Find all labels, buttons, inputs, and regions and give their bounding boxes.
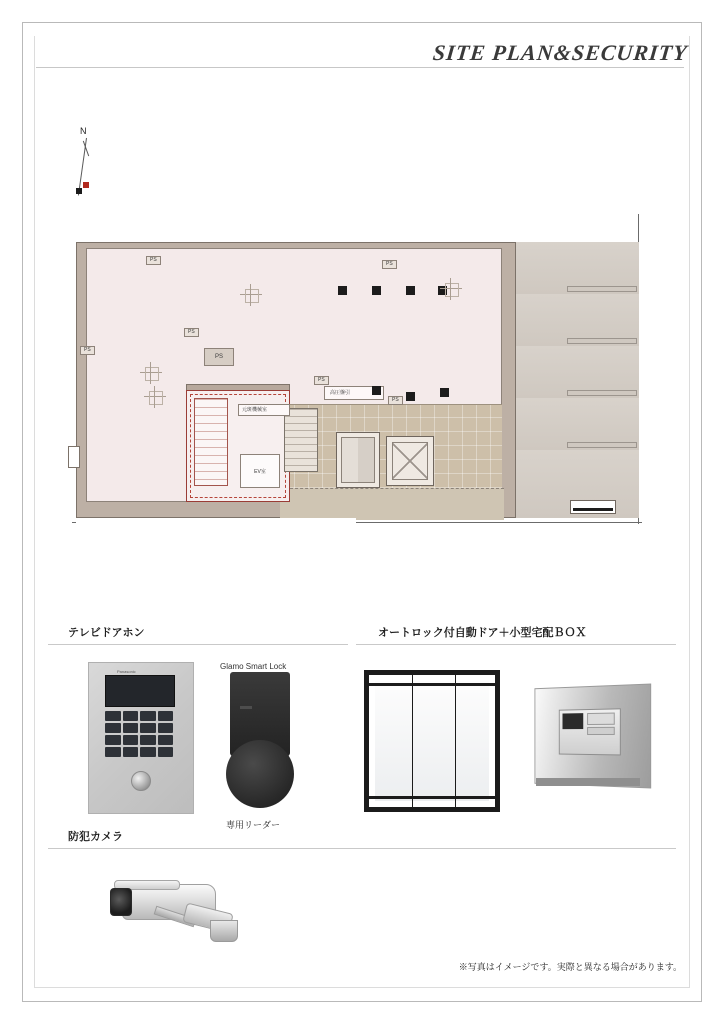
- main-stair: [194, 398, 228, 486]
- ps-tag-large: PS: [204, 348, 234, 366]
- intercom-panel-photo: [88, 662, 194, 814]
- delivery-box-base: [536, 778, 640, 786]
- camera-lens: [110, 888, 132, 916]
- delivery-box-display: [563, 713, 584, 729]
- header-rule: [36, 67, 684, 68]
- secondary-stair: [284, 408, 318, 472]
- ps-tag: PS: [314, 376, 329, 385]
- site-right-band: [514, 242, 639, 518]
- front-setback: [76, 518, 356, 524]
- survey-marker: [440, 278, 462, 300]
- north-arrow-label: N: [80, 126, 87, 136]
- auto-door-glass: [375, 681, 489, 801]
- parking-stub: [567, 390, 637, 396]
- structural-column: [338, 286, 347, 295]
- section-label-autolock: オートロック付自動ドア＋小型宅配ＢＯＸ: [378, 627, 587, 639]
- survey-marker: [140, 362, 162, 384]
- site-gate: [570, 500, 616, 514]
- smart-lock-reader-disc: [226, 740, 294, 808]
- security-camera-photo: [92, 868, 244, 948]
- auto-door-sill-bar: [369, 796, 495, 799]
- auto-door-mullion: [412, 675, 413, 807]
- reader-caption: 専用リーダー: [226, 820, 281, 830]
- section-rule-intercom: [48, 644, 348, 645]
- section-rule-autolock: [356, 644, 676, 645]
- section-rule-camera: [48, 848, 676, 849]
- section-label-camera: 防犯カメラ: [68, 831, 123, 843]
- ps-tag: PS: [184, 328, 199, 337]
- page-title: SITE PLAN&SECURITY: [432, 40, 690, 65]
- structural-column: [372, 286, 381, 295]
- intercom-keypad: [105, 711, 173, 757]
- smart-lock-reader-photo: [222, 672, 302, 808]
- ps-tag: PS: [146, 256, 161, 265]
- ps-tag: PS: [382, 260, 397, 269]
- delivery-box-panel: [587, 727, 615, 735]
- room-label-machine: 元斑機械室: [242, 407, 268, 413]
- room-label-high-voltage: 高圧盤引: [330, 390, 351, 396]
- north-arrow: [68, 126, 108, 202]
- site-plan-drawing: [72, 236, 642, 524]
- structural-column: [372, 386, 381, 395]
- structural-column: [406, 286, 415, 295]
- delivery-box-photo: [522, 678, 656, 796]
- parking-stub: [567, 338, 637, 344]
- parking-stub: [567, 286, 637, 292]
- ev-room: EV室: [240, 454, 280, 488]
- parking-stub: [567, 442, 637, 448]
- delivery-box-panel: [587, 713, 615, 725]
- delivery-box-body: [534, 683, 651, 788]
- survey-marker: [240, 284, 262, 306]
- structural-column: [406, 392, 415, 401]
- north-marker-red-icon: [83, 182, 89, 188]
- structural-column: [440, 388, 449, 397]
- intercom-screen: [105, 675, 175, 707]
- section-label-intercom: テレビドアホン: [68, 627, 145, 639]
- disclaimer-note: ※写真はイメージです。実際と異なる場合があります。: [458, 962, 682, 972]
- intercom-brand-label: Panasonic: [117, 669, 136, 674]
- ps-tag: PS: [388, 396, 403, 405]
- camera-base: [210, 920, 238, 942]
- machine-room: [386, 436, 434, 486]
- auto-door-photo: [364, 670, 500, 812]
- ps-tag: PS: [80, 346, 95, 355]
- smart-lock-caption: Glamo Smart Lock: [220, 662, 287, 671]
- auto-door-mullion: [455, 675, 456, 807]
- elevator-shaft: [336, 432, 380, 488]
- auto-door-head-bar: [369, 683, 495, 686]
- intercom-knob: [131, 771, 151, 791]
- driveway-strip: [280, 488, 504, 520]
- north-marker-dark-icon: [76, 188, 82, 194]
- survey-marker: [144, 386, 166, 408]
- building-left-opening: [68, 446, 80, 468]
